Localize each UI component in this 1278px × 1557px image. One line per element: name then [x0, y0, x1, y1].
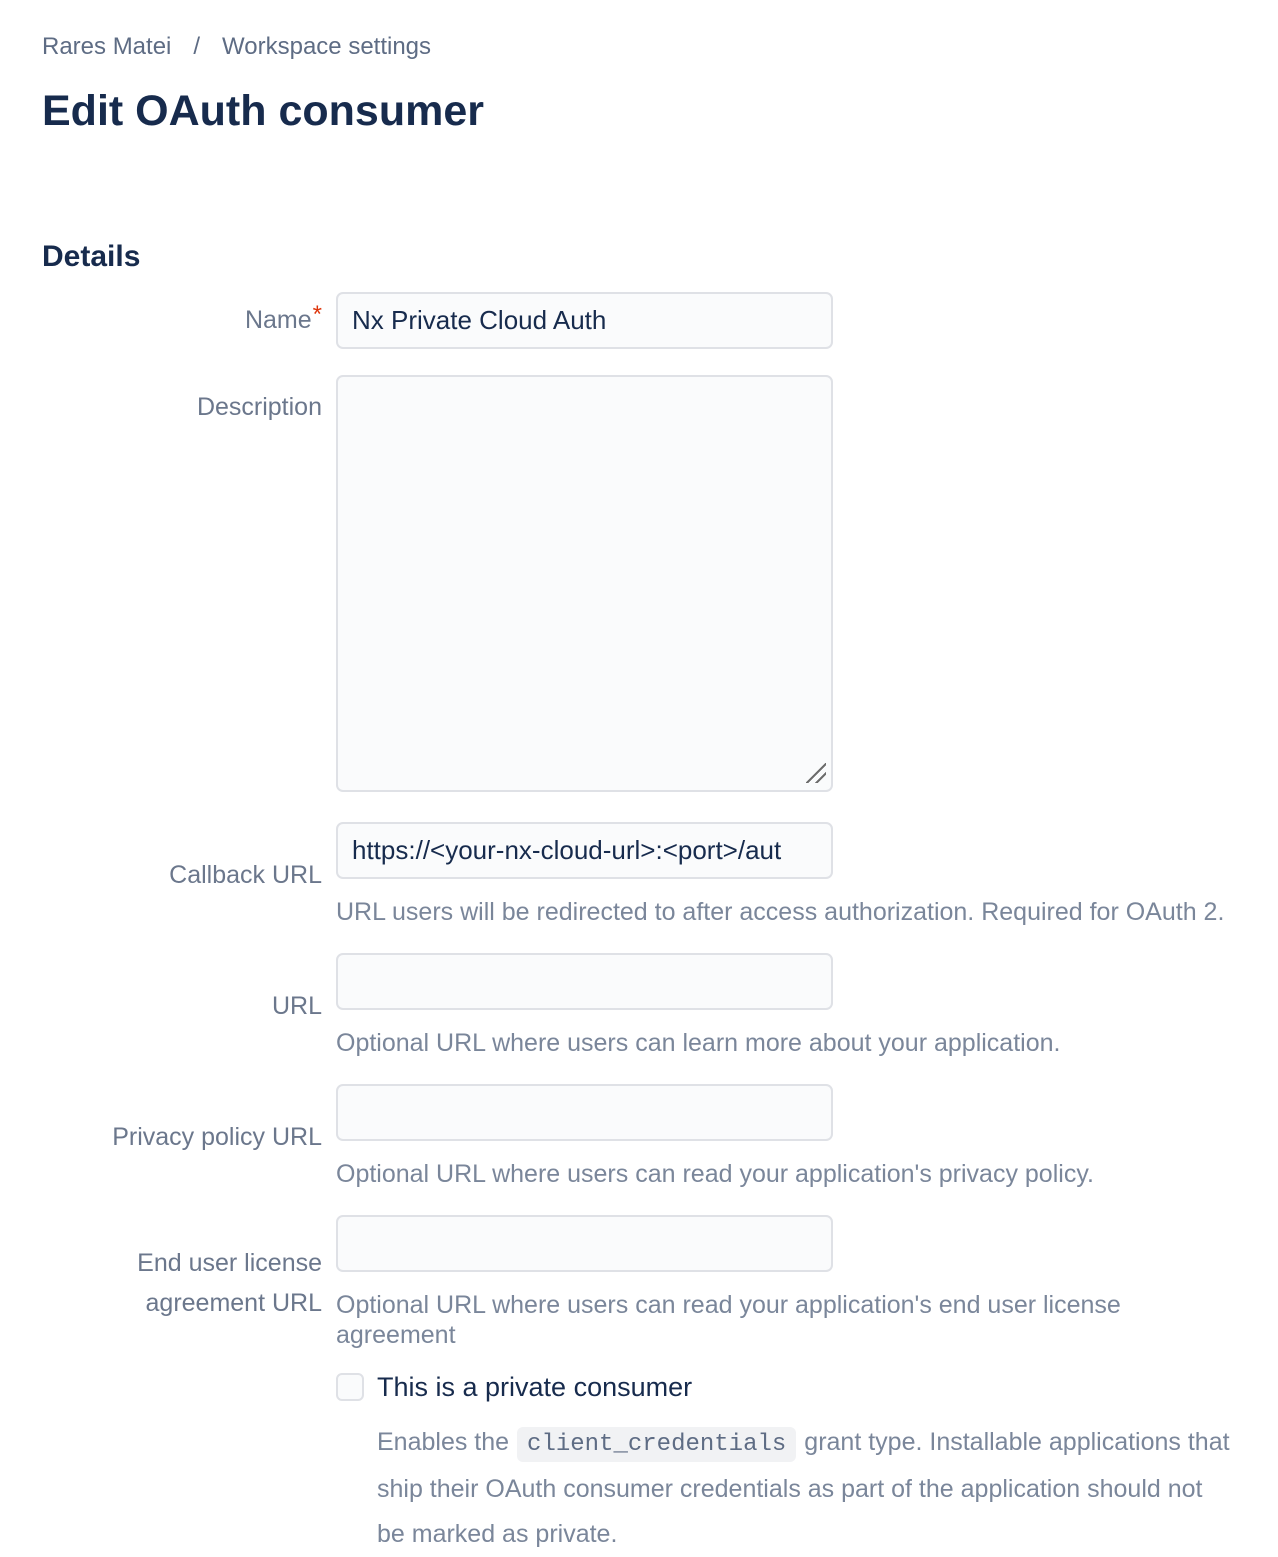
callback-url-input[interactable] [336, 822, 833, 879]
description-label: Description [196, 393, 322, 421]
url-field-row [42, 953, 1236, 1058]
oauth-consumer-form [42, 292, 1236, 1557]
description-textarea[interactable] [336, 375, 833, 792]
private-consumer-help-suffix: grant type. Installable applications that ship their OAuth consumer credentials as part of the application should not be marked as private. [377, 1428, 1230, 1548]
description-field-row [42, 375, 1236, 792]
private-consumer-checkbox[interactable] [336, 1373, 364, 1401]
required-asterisk: * [312, 301, 322, 328]
privacy-policy-url-label: Privacy policy URL [112, 1122, 322, 1151]
url-help-text: Optional URL where users can learn more about your application. [336, 1029, 1061, 1057]
eula-url-label: End user license agreement URL [137, 1248, 322, 1317]
url-label: URL [271, 991, 322, 1020]
private-consumer-checkbox-line [336, 1370, 1236, 1404]
eula-url-control-cell [336, 1215, 1236, 1350]
url-control-cell [336, 953, 1236, 1058]
private-consumer-control-cell [336, 1370, 1236, 1557]
private-consumer-checkbox-label[interactable]: This is a private consumer [377, 1372, 693, 1402]
url-input[interactable] [336, 953, 833, 1010]
name-control-cell [336, 292, 1236, 349]
page-title: Edit OAuth consumer [42, 87, 484, 135]
breadcrumb [42, 32, 1236, 62]
privacy-policy-url-field-row [42, 1084, 1236, 1189]
private-consumer-help-text [377, 1420, 1236, 1557]
description-control-cell [336, 375, 833, 792]
name-label [42, 300, 322, 341]
callback-url-control-cell [336, 822, 1236, 927]
breadcrumb-separator: / [193, 33, 201, 60]
privacy-policy-url-input[interactable] [336, 1084, 833, 1141]
client-credentials-code-chip: client_credentials [517, 1427, 796, 1462]
privacy-policy-url-help-text: Optional URL where users can read your application's privacy policy. [336, 1160, 1094, 1188]
name-field-row [42, 292, 1236, 349]
details-heading: Details [42, 240, 141, 273]
breadcrumb-workspace-settings-link[interactable]: Workspace settings [222, 33, 432, 60]
breadcrumb-workspace-link[interactable]: Rares Matei [42, 33, 172, 60]
callback-url-label: Callback URL [169, 860, 322, 889]
name-label-text: Name [244, 306, 312, 334]
eula-url-input[interactable] [336, 1215, 833, 1272]
eula-url-help-text: Optional URL where users can read your application's end user license agreement [336, 1291, 1121, 1349]
private-consumer-row [42, 1370, 1236, 1557]
name-input[interactable] [336, 292, 833, 349]
private-consumer-help-prefix: Enables the [377, 1428, 510, 1456]
callback-url-field-row [42, 822, 1236, 927]
textarea-resize-handle[interactable] [806, 763, 826, 783]
privacy-policy-url-control-cell [336, 1084, 1236, 1189]
eula-url-field-row [42, 1215, 1236, 1350]
callback-url-help-text: URL users will be redirected to after access authorization. Required for OAuth 2. [336, 898, 1225, 926]
